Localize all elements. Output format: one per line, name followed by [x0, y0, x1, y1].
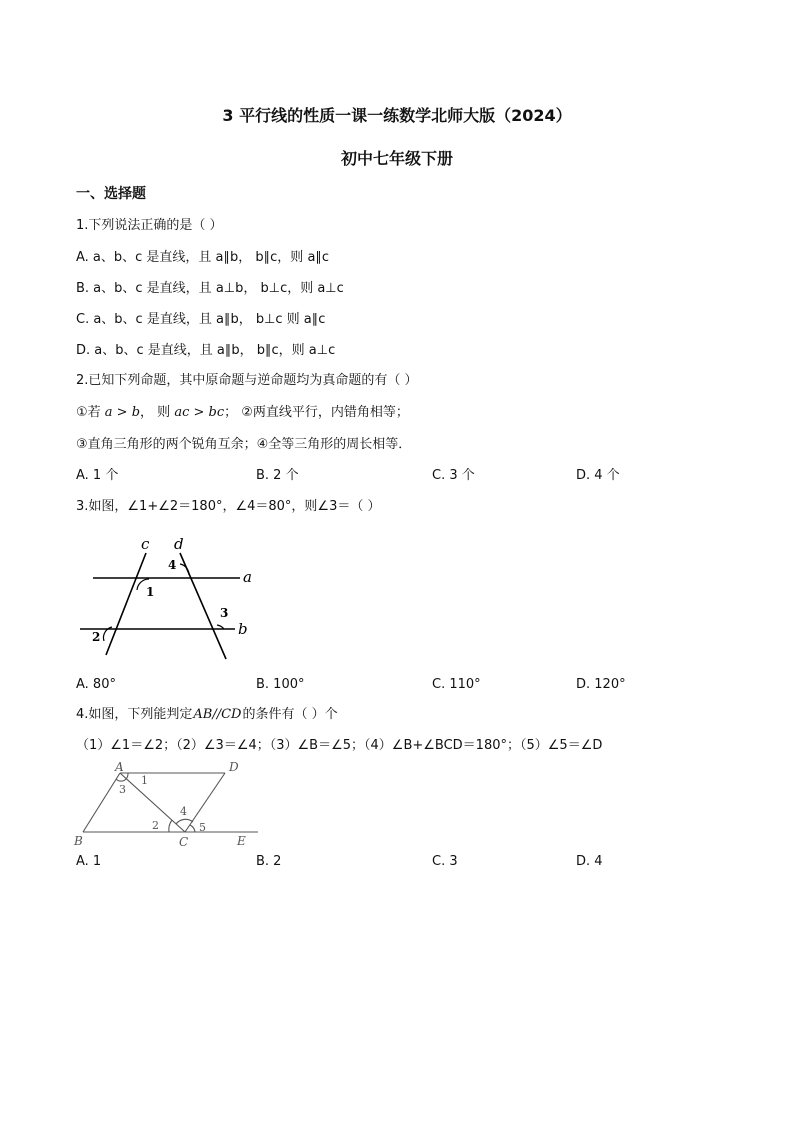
q4-angle-3-arc — [116, 779, 126, 781]
q1-option-d: D. a、b、c 是直线，且 a∥b， b∥c，则 a⊥c — [76, 343, 336, 358]
q4-label-angle-3: 3 — [119, 783, 126, 796]
q2-statement-line2: ③直角三角形的两个锐角互余；④全等三角形的周长相等． — [76, 437, 412, 452]
section-heading: 一、选择题 — [76, 186, 146, 202]
q4-stem-suffix: 的条件有（ ）个 — [242, 707, 338, 722]
q3-label-angle-2: 2 — [92, 630, 101, 644]
q4-angle-2-arc — [169, 820, 172, 832]
q2-math-ac-gt-bc: ac > bc — [174, 405, 225, 420]
q4-math-ab-parallel-cd: AB//CD — [193, 707, 242, 722]
q4-label-a: A — [115, 760, 124, 774]
q4-option-d: D. 4 — [576, 854, 603, 869]
q4-label-e: E — [237, 834, 246, 848]
q4-label-b: B — [74, 834, 83, 848]
page-subtitle: 初中七年级下册 — [340, 149, 453, 168]
q4-label-d: D — [229, 760, 239, 774]
q4-segment-ab — [83, 773, 120, 832]
q2-option-c: C. 3 个 — [432, 468, 475, 483]
q2-line1-prefix: ①若 — [76, 405, 101, 420]
q2-line1-mid: ， 则 — [140, 405, 171, 420]
q4-stem-prefix: 4.如图，下列能判定 — [76, 707, 193, 722]
q1-option-a: A. a、b、c 是直线，且 a∥b， b∥c，则 a∥c — [76, 250, 330, 265]
q4-angle-5-arc — [190, 825, 195, 832]
q2-line1-suffix: ； ②两直线平行，内错角相等； — [224, 405, 409, 420]
q3-label-c: c — [141, 535, 150, 553]
q1-stem: 1.下列说法正确的是（ ） — [76, 218, 223, 233]
q3-option-a: A. 80° — [76, 677, 116, 692]
q3-option-b: B. 100° — [256, 677, 305, 692]
q3-stem: 3.如图，∠1+∠2＝180°，∠4＝80°，则∠3＝（ ） — [76, 499, 381, 514]
q4-angle-1-arc — [126, 773, 128, 779]
q3-label-d: d — [174, 535, 184, 553]
q2-option-a: A. 1 个 — [76, 468, 119, 483]
q3-label-a: a — [243, 568, 252, 586]
q3-option-d: D. 120° — [576, 677, 626, 692]
q3-label-angle-1: 1 — [146, 585, 155, 599]
q3-option-c: C. 110° — [432, 677, 481, 692]
q2-math-a-gt-b: a > b — [104, 405, 141, 420]
q2-option-d: D. 4 个 — [576, 468, 620, 483]
q4-label-c: C — [179, 835, 189, 849]
q4-option-b: B. 2 — [256, 854, 282, 869]
q2-stem: 2.已知下列命题，其中原命题与逆命题均为真命题的有（ ） — [76, 373, 418, 388]
q3-label-angle-4: 4 — [168, 558, 177, 572]
q4-option-c: C. 3 — [432, 854, 458, 869]
q4-label-angle-2: 2 — [152, 819, 159, 832]
q3-label-b: b — [238, 620, 248, 638]
q4-conditions: （1）∠1＝∠2；（2）∠3＝∠4；（3）∠B＝∠5；（4）∠B+∠BCD＝180°；（5）∠5＝∠D — [76, 738, 603, 753]
q1-option-b: B. a、b、c 是直线，且 a⊥b， b⊥c，则 a⊥c — [76, 281, 344, 296]
q4-label-angle-4: 4 — [180, 805, 187, 818]
q4-label-angle-5: 5 — [199, 821, 206, 834]
q1-option-c: C. a、b、c 是直线，且 a∥b， b⊥c 则 a∥c — [76, 312, 326, 327]
q3-label-angle-3: 3 — [220, 606, 229, 620]
page-title: 3 平行线的性质一课一练数学北师大版（2024） — [222, 106, 572, 125]
q4-label-angle-1: 1 — [141, 774, 148, 787]
q4-option-a: A. 1 — [76, 854, 102, 869]
q2-option-b: B. 2 个 — [256, 468, 299, 483]
